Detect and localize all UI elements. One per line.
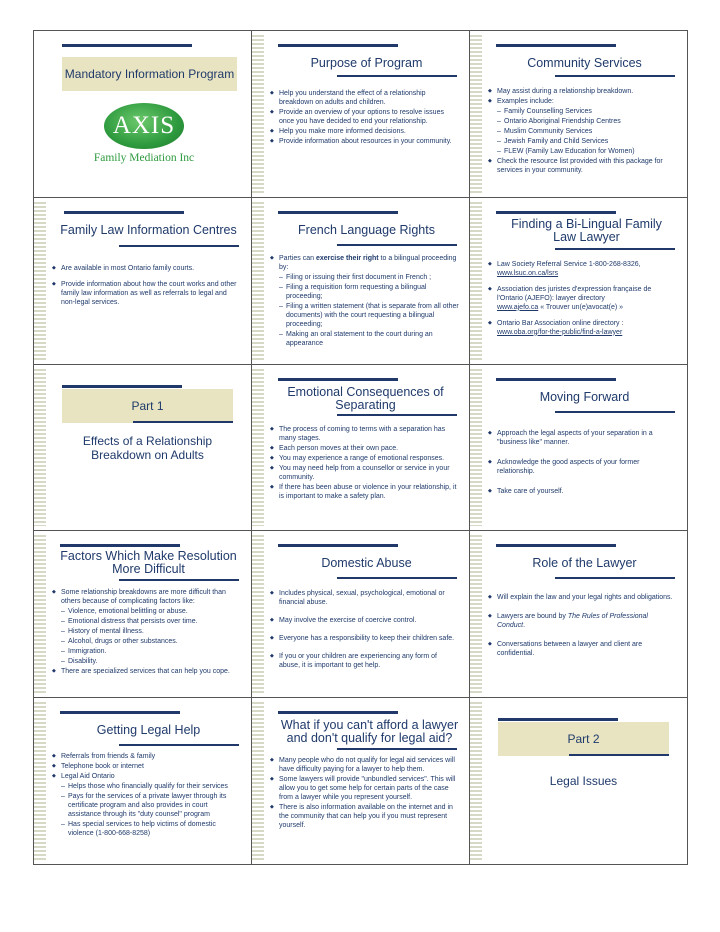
decorative-stripes	[34, 702, 46, 860]
bullet-text: Law Society Referral Service 1-800-268-8326,	[497, 260, 641, 268]
bullet: ◆ If there has been abuse or violence in your relationship, it is important to make a safety plan.	[270, 483, 459, 501]
sub-bullet: – Ontario Aboriginal Friendship Centres	[488, 117, 677, 126]
title-rule	[62, 44, 192, 47]
axis-logo	[84, 103, 204, 164]
bullet: ◆ Take care of yourself.	[488, 487, 677, 496]
bullet: ◆ May involve the exercise of coercive control.	[270, 616, 459, 625]
part-subtitle: Legal Issues	[549, 774, 618, 789]
bullet-list	[52, 588, 241, 677]
title-rule	[60, 711, 180, 714]
slide-part-1	[34, 365, 252, 532]
slide-title: Finding a Bi-Lingual Family Law Lawyer	[511, 216, 662, 244]
bullet: ◆ Provide information about resources in your community.	[270, 137, 459, 146]
decorative-stripes	[252, 369, 264, 527]
bullet: ◆ Help you make more informed decisions.	[270, 127, 459, 136]
bullet-list	[270, 589, 459, 671]
title-underline	[337, 577, 457, 579]
slide-french-language-rights	[252, 198, 470, 365]
bullet: ◆ Legal Aid Ontario	[52, 772, 241, 781]
oba-link[interactable]: www.oba.org/for-the-public/find-a-lawyer	[497, 328, 623, 336]
bullet	[488, 612, 677, 630]
bullet: ◆ Some lawyers will provide "unbundled services". This will allow you to get some help for certain parts of the case from a lawyer while you represent yourself.	[270, 775, 459, 802]
bullet: ◆ Telephone book or internet	[52, 762, 241, 771]
bullet: ◆ Examples include:	[488, 97, 677, 106]
bullet-text: to a bilingual proceeding by:	[279, 254, 457, 271]
title-underline	[119, 744, 239, 746]
sub-bullet: – Making an oral statement to the court during an appearance	[270, 330, 459, 348]
sub-bullet: – Disability.	[52, 657, 241, 666]
slide-title: Mandatory Information Program	[62, 57, 237, 91]
slide-title: Purpose of Program	[310, 56, 423, 70]
slide-part-2	[470, 698, 688, 865]
bullet: ◆ There is also information available on the internet and in the community that can help you if you must represent yourself.	[270, 803, 459, 830]
bullet: ◆ Provide information about how the court works and other family law information as well as referrals to legal and non-legal services.	[52, 280, 241, 307]
bullet-list	[270, 89, 459, 147]
title-rule	[278, 211, 398, 214]
sub-bullet: – Filing a written statement (that is separate from all other documents) with the court requesting a bilingual proceeding;	[270, 302, 459, 329]
bullet: ◆ You may experience a range of emotional responses.	[270, 454, 459, 463]
bullet: ◆ Referrals from friends & family	[52, 752, 241, 761]
slide-mandatory-information	[34, 31, 252, 198]
bullet-list	[488, 429, 677, 497]
title-underline	[119, 245, 239, 247]
slide-title: Domestic Abuse	[321, 556, 412, 571]
bullet-list	[52, 752, 241, 839]
sub-bullet: – Has special services to help victims of domestic violence (1-800-668-8258)	[52, 820, 241, 838]
sub-bullet: – Filing a requisition form requesting a bilingual proceeding;	[270, 283, 459, 301]
sub-bullet: – Muslim Community Services	[488, 127, 677, 136]
slide-title: Emotional Consequences of Separating	[287, 384, 444, 412]
sub-bullet: – Alcohol, drugs or other substances.	[52, 637, 241, 646]
axis-logo-mark: AXIS	[104, 103, 184, 149]
bullet-list	[488, 260, 677, 338]
bullet: ◆ Will explain the law and your legal rights and obligations.	[488, 593, 677, 602]
slide-title: Getting Legal Help	[96, 723, 201, 738]
title-underline	[133, 421, 233, 423]
bullet-text: Association des juristes d'expression française de l'Ontario (AJEFO): lawyer directory	[497, 285, 652, 302]
title-rule	[496, 544, 616, 547]
bullet: ◆ There are specialized services that can help you cope.	[52, 667, 241, 676]
sub-bullet: – History of mental illness.	[52, 627, 241, 636]
part-title: Part 2	[498, 722, 669, 756]
bullet: ◆ Everyone has a responsibility to keep their children safe.	[270, 634, 459, 643]
sub-bullet: – Family Counselling Services	[488, 107, 677, 116]
bullet-text: Lawyers are bound by	[497, 613, 568, 621]
decorative-stripes	[470, 202, 482, 360]
slide-moving-forward	[470, 365, 688, 532]
bullet: ◆ If you or your children are experiencing any form of abuse, it is important to get help.	[270, 652, 459, 670]
title-rule	[278, 544, 398, 547]
title-rule	[496, 44, 616, 47]
bullet	[488, 285, 677, 312]
decorative-stripes	[34, 535, 46, 693]
slide-title: Family Law Information Centres	[60, 222, 237, 237]
decorative-stripes	[34, 202, 46, 360]
decorative-stripes	[252, 35, 264, 193]
sub-bullet: – Helps those who financially qualify for their services	[52, 782, 241, 791]
bullet: ◆ Acknowledge the good aspects of your former relationship.	[488, 458, 677, 476]
sub-bullet: – FLEW (Family Law Education for Women)	[488, 147, 677, 156]
slide-title: Factors Which Make Resolution More Difficult	[60, 549, 237, 577]
part-subtitle: Effects of a Relationship Breakdown on Adults	[82, 433, 213, 462]
bullet: ◆ Some relationship breakdowns are more difficult than others because of complicating factors like:	[52, 588, 241, 606]
title-underline	[119, 579, 239, 581]
bullet: ◆ Includes physical, sexual, psychological, emotional or financial abuse.	[270, 589, 459, 607]
title-underline	[555, 411, 675, 413]
ajefo-link[interactable]: www.ajefo.ca	[497, 303, 539, 311]
bullet-text: Parties can	[279, 254, 316, 262]
title-underline	[555, 75, 675, 77]
sub-bullet: – Violence, emotional belittling or abuse.	[52, 607, 241, 616]
bullet-text: Ontario Bar Association online directory :	[497, 319, 624, 327]
decorative-stripes	[470, 369, 482, 527]
title-rule	[278, 44, 398, 47]
logo-subtitle: Family Mediation Inc	[93, 152, 195, 164]
bullet-list	[270, 756, 459, 831]
decorative-stripes	[34, 369, 46, 527]
title-underline	[337, 244, 457, 246]
slide-title: French Language Rights	[298, 222, 435, 237]
sub-bullet: – Emotional distress that persists over time.	[52, 617, 241, 626]
title-rule	[62, 385, 182, 388]
bullet	[488, 319, 677, 337]
sub-bullet: – Immigration.	[52, 647, 241, 656]
bullet	[270, 254, 459, 272]
bullet: ◆ Conversations between a lawyer and client are confidential.	[488, 640, 677, 658]
title-rule	[496, 378, 616, 381]
title-underline	[555, 248, 675, 250]
slide-title: Community Services	[527, 56, 642, 70]
bullet: ◆ May assist during a relationship breakdown.	[488, 87, 677, 96]
bullet: ◆ Provide an overview of your options to resolve issues once you have decided to end your relationship.	[270, 108, 459, 126]
bullet: ◆ Each person moves at their own pace.	[270, 444, 459, 453]
sub-bullet: – Jewish Family and Child Services	[488, 137, 677, 146]
bullet: ◆ Help you understand the effect of a relationship breakdown on adults and children.	[270, 89, 459, 107]
slide-family-law-info-centres	[34, 198, 252, 365]
slide-community-services	[470, 31, 688, 198]
slide-title: What if you can't afford a lawyer and don't qualify for legal aid?	[280, 718, 459, 746]
sub-bullet: – Pays for the services of a private lawyer through its certificate program and also provides in court assistance through its "duty counsel" program	[52, 792, 241, 819]
bullet-list	[270, 254, 459, 349]
handout-sheet	[33, 30, 688, 865]
lsuc-link[interactable]: www.lsuc.on.ca/lsrs	[497, 269, 559, 277]
bullet-list	[488, 87, 677, 176]
bullet: ◆ Are available in most Ontario family courts.	[52, 264, 241, 273]
emphasis-text: exercise their right	[315, 254, 379, 262]
slide-title: Role of the Lawyer	[532, 556, 637, 571]
decorative-stripes	[470, 702, 482, 860]
title-underline	[337, 75, 457, 77]
title-underline	[555, 577, 675, 579]
slide-cant-afford-lawyer	[252, 698, 470, 865]
title-rule	[60, 544, 180, 547]
bullet-text: « Trouver un(e)avocat(e) »	[538, 303, 624, 311]
slide-factors-resolution	[34, 531, 252, 698]
italic-text: The Rules of Professional Conduct	[497, 613, 648, 630]
decorative-stripes	[252, 535, 264, 693]
title-rule	[496, 211, 616, 214]
slide-getting-legal-help	[34, 698, 252, 865]
bullet: ◆ Check the resource list provided with this package for services in your community.	[488, 157, 677, 175]
bullet-list	[488, 593, 677, 659]
title-underline	[337, 748, 457, 750]
slide-role-of-lawyer	[470, 531, 688, 698]
slide-emotional-consequences	[252, 365, 470, 532]
slide-purpose	[252, 31, 470, 198]
slide-title: Moving Forward	[539, 389, 630, 404]
decorative-stripes	[252, 702, 264, 860]
slide-bilingual-lawyer	[470, 198, 688, 365]
title-underline	[569, 754, 669, 756]
bullet: ◆ Many people who do not qualify for legal aid services will have difficulty paying for a lawyer to help them.	[270, 756, 459, 774]
title-rule	[64, 211, 184, 214]
bullet-list	[270, 425, 459, 502]
bullet: ◆ Approach the legal aspects of your separation in a "business like" manner.	[488, 429, 677, 447]
decorative-stripes	[470, 35, 482, 193]
sub-bullet: – Filing or issuing their first document in French ;	[270, 273, 459, 282]
title-rule	[278, 711, 398, 714]
bullet-text: .	[523, 622, 526, 630]
title-rule	[498, 718, 618, 721]
decorative-stripes	[252, 202, 264, 360]
bullet-list	[52, 264, 241, 308]
bullet: ◆ The process of coming to terms with a separation has many stages.	[270, 425, 459, 443]
title-rule	[278, 378, 398, 381]
bullet: ◆ You may need help from a counsellor or service in your community.	[270, 464, 459, 482]
slide-domestic-abuse	[252, 531, 470, 698]
decorative-stripes	[470, 535, 482, 693]
part-title: Part 1	[62, 389, 233, 423]
bullet	[488, 260, 677, 278]
title-underline	[337, 414, 457, 416]
